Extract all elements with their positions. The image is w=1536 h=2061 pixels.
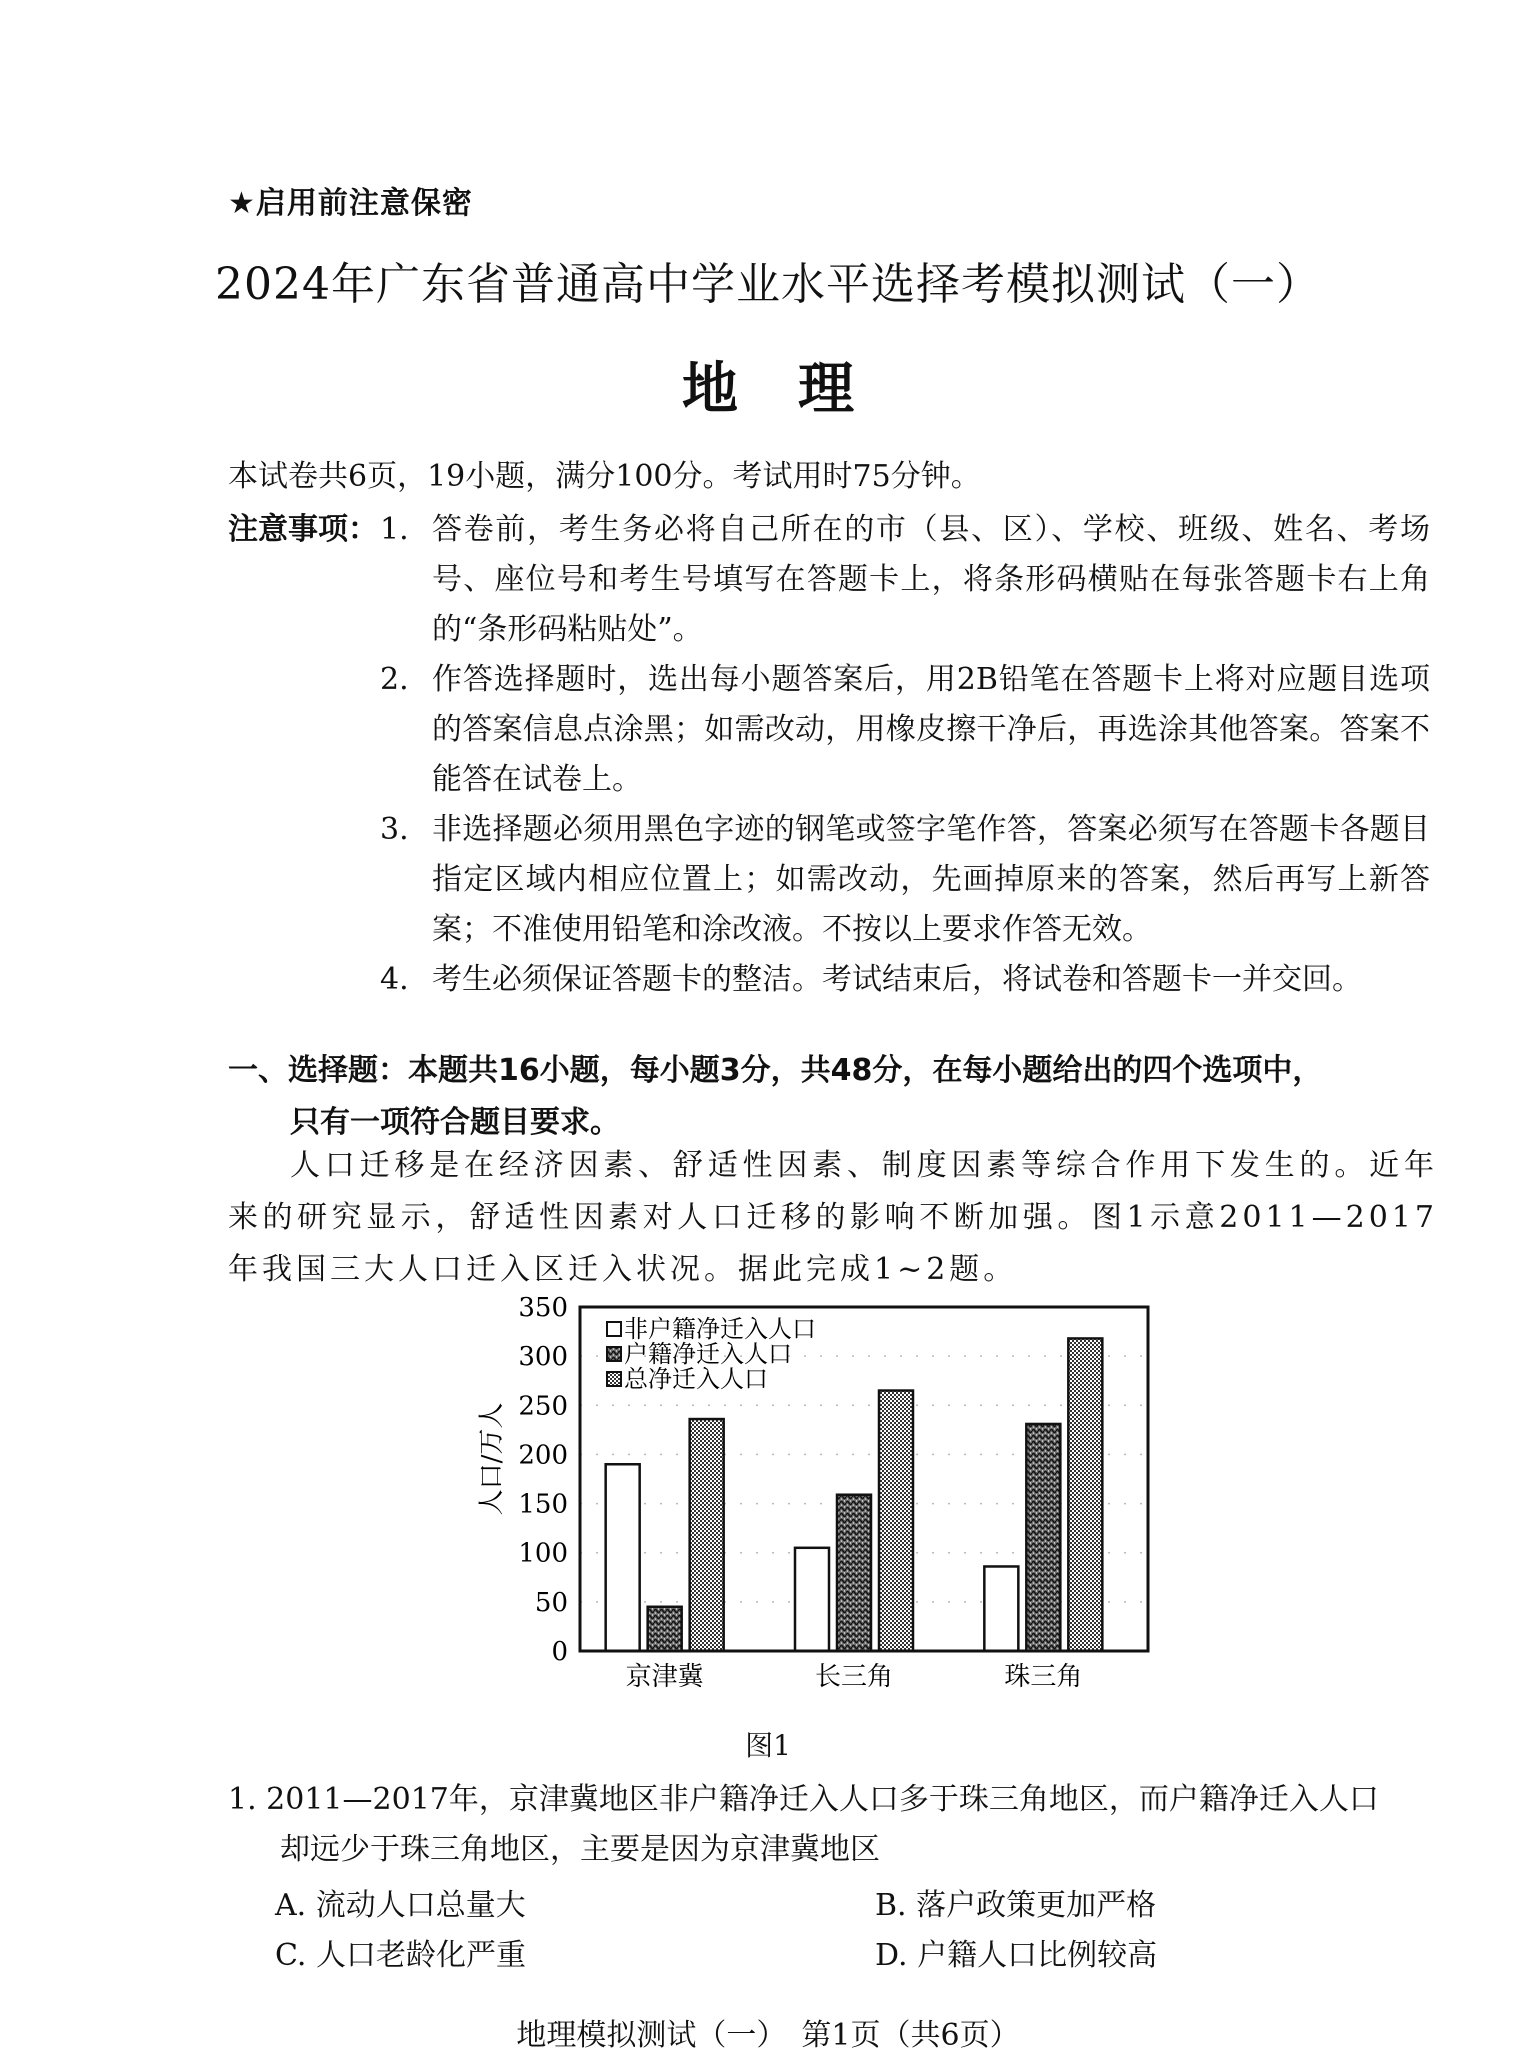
passage: 人口迁移是在经济因素、舒适性因素、制度因素等综合作用下发生的。近年来的研究显示，舒适性因素对人口迁移的影响不断加强。图1示意2011—2017年我国三大人口迁入区迁入状况。据此完成1~2题。 <box>228 1148 1438 1287</box>
exam-title: 2024年广东省普通高中学业水平选择考模拟测试（一） <box>215 259 1321 310</box>
notice-text: 作答选择题时，选出每小题答案后，用2B铅笔在答题卡上将对应题目选项的答案信息点涂黑；如需改动，用橡皮擦干净后，再选涂其他答案。答案不能答在试卷上。 <box>432 662 1430 797</box>
option-c[interactable] <box>275 1930 526 1974</box>
confidential-notice: ★启用前注意保密 <box>228 186 473 221</box>
notice-number: 4. <box>380 962 409 997</box>
notice-text: 考生必须保证答题卡的整洁。考试结束后，将试卷和答题卡一并交回。 <box>432 962 1362 997</box>
bar-dark-texture <box>837 1495 871 1651</box>
option-text: 落户政策更加严格 <box>916 1888 1157 1923</box>
bar-blank <box>984 1566 1018 1651</box>
legend-label: 户籍净迁入人口 <box>624 1340 792 1368</box>
bar-dotted <box>690 1419 724 1651</box>
exam-info-line: 本试卷共6页，19小题，满分100分。考试用时75分钟。 <box>228 459 981 494</box>
legend-label: 总净迁入人口 <box>624 1365 768 1393</box>
y-tick-label: 200 <box>518 1440 568 1471</box>
bar-dotted <box>1068 1338 1102 1651</box>
notice-label: 注意事项： <box>228 512 378 547</box>
notice-number: 2. <box>380 662 409 697</box>
legend-swatch <box>607 1372 621 1386</box>
page-footer: 地理模拟测试（一） 第1页（共6页） <box>516 2018 1020 2053</box>
question-stem-line2: 却远少于珠三角地区，主要是因为京津冀地区 <box>280 1832 880 1867</box>
option-b[interactable] <box>875 1880 1156 1924</box>
notice-text: 答卷前，考生务必将自己所在的市（县、区）、学校、班级、姓名、考场号、座位号和考生号填写在答题卡上，将条形码横贴在每张答题卡右上角的“条形码粘贴处”。 <box>432 512 1430 647</box>
bar-blank <box>795 1548 829 1651</box>
y-tick-label: 50 <box>534 1587 568 1618</box>
y-tick-label: 150 <box>518 1489 568 1520</box>
y-tick-label: 300 <box>518 1342 568 1373</box>
bar-blank <box>606 1464 640 1651</box>
bar-dark-texture <box>1026 1424 1060 1651</box>
notice-text: 非选择题必须用黑色字迹的钢笔或签字笔作答，答案必须写在答题卡各题目指定区域内相应位置上；如需改动，先画掉原来的答案，然后再写上新答案；不准使用铅笔和涂改液。不按以上要求作答无效。 <box>432 812 1430 947</box>
question-number: 1. <box>228 1782 257 1817</box>
x-tick-label: 长三角 <box>814 1662 894 1692</box>
figure-caption: 图1 <box>745 1729 791 1762</box>
y-axis-label: 人口/万人 <box>477 1402 507 1516</box>
x-tick-label: 珠三角 <box>1004 1662 1083 1692</box>
option-key: A. <box>275 1888 307 1923</box>
bar-dark-texture <box>648 1607 682 1651</box>
option-text: 户籍人口比例较高 <box>917 1938 1158 1973</box>
legend-label: 非户籍净迁入人口 <box>624 1315 816 1343</box>
option-d[interactable] <box>875 1930 1157 1974</box>
y-tick-label: 100 <box>518 1538 568 1569</box>
option-text: 流动人口总量大 <box>315 1888 526 1923</box>
bar-dotted <box>879 1391 913 1651</box>
option-key: C. <box>275 1938 307 1973</box>
question-stem-line1: 2011—2017年，京津冀地区非户籍净迁入人口多于珠三角地区，而户籍净迁入人口 <box>266 1782 1379 1817</box>
legend-swatch <box>607 1347 621 1361</box>
notice-number: 3. <box>380 812 409 847</box>
notice-number: 1. <box>380 512 409 547</box>
question-1 <box>228 1775 1438 1875</box>
x-tick-label: 京津冀 <box>625 1662 704 1692</box>
section-heading-line1: 一、选择题：本题共16小题，每小题3分，共48分，在每小题给出的四个选项中， <box>228 1053 1323 1088</box>
y-tick-label: 350 <box>518 1293 568 1323</box>
subject-title: 地理 <box>682 357 914 422</box>
section-heading-line2: 只有一项符合题目要求。 <box>290 1105 620 1140</box>
legend-swatch <box>607 1322 621 1336</box>
option-a[interactable] <box>275 1880 526 1924</box>
option-text: 人口老龄化严重 <box>315 1938 526 1973</box>
y-tick-label: 0 <box>551 1637 568 1667</box>
y-tick-label: 250 <box>518 1391 568 1422</box>
option-key: D. <box>875 1938 908 1973</box>
option-key: B. <box>875 1888 907 1923</box>
